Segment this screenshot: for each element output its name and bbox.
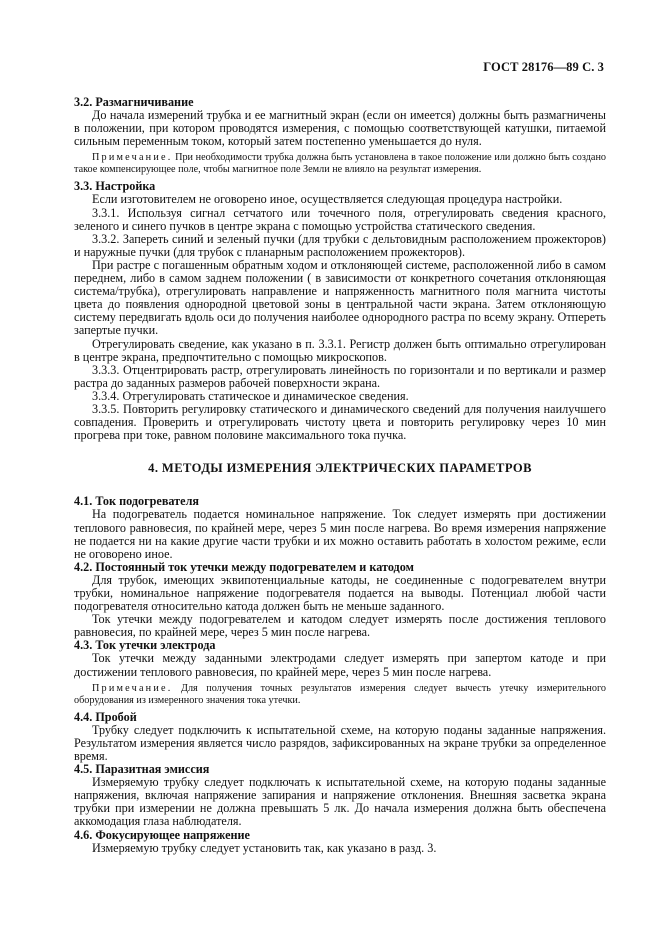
paragraph: Отрегулировать сведение, как указано в п. 3.3.1. Регистр должен быть оптимально отрегулирован в центре экрана, предпочтительно с помощью микроскопов. xyxy=(74,336,606,364)
paragraph: Для трубок, имеющих эквипотенциальные катоды, не соединенные с подогревателем внутри трубки, номинальное напряжение подогревателя подается на выводы. Потенциал любой части подогревателя относительно катода должен быть не меньше заданного. xyxy=(74,572,606,614)
section-heading-4-6: 4.6. Фокусирующее напряжение xyxy=(74,827,250,842)
paragraph: Ток утечки между заданными электродами следует измерять при запертом катоде и при достижении теплового равновесия, по крайней мере, через 5 мин после нагрева. xyxy=(74,651,606,679)
section-heading-3-2: 3.2. Размагничивание xyxy=(74,95,194,109)
note xyxy=(74,152,606,176)
section-heading-4-3: 4.3. Ток утечки электрода xyxy=(74,638,216,653)
paragraph: Измеряемую трубку следует установить так, как указано в разд. 3. xyxy=(92,840,437,855)
paragraph: До начала измерений трубка и ее магнитный экран (если он имеется) должны быть размагничены в положении, при котором проводятся измерения, с помощью соответствующей катушки, питаемой сильным переменным током, который затем постепенно уменьшается до нуля. xyxy=(74,108,606,149)
section-heading-4-4: 4.4. Пробой xyxy=(74,709,137,724)
section-heading-3-3: 3.3. Настройка xyxy=(74,179,156,194)
paragraph: На подогреватель подается номинальное напряжение. Ток следует измерять при достижении теплового равновесия, по крайней мере, через 5 мин после нагрева. Во время измерения напряжение не подается ни на какие другие части трубки и их можно оставить работать в холостом режиме, если не оговорено иное. xyxy=(74,507,606,561)
document-body xyxy=(74,96,606,855)
paragraph-3-3-4: 3.3.4. Отрегулировать статическое и динамическое сведения. xyxy=(92,388,409,403)
paragraph: При растре с погашенным обратным ходом и отклоняющей системе, расположенной либо в самом переднем, либо в самом заднем положении ( в зависимости от конкретного сочетания отклоняющая система/трубка), отрегулировать направление и напряженность магнитного поля магнита чистоты цвета до появления однородной цветовой зоны в центральной части экрана. Затем отклоняющую систему передвигать вдоль оси до получения наиболее однородного растра по всему экрану. Отпереть запертые пучки. xyxy=(74,257,606,338)
paragraph-3-3-2: 3.3.2. Запереть синий и зеленый пучки (для трубки с дельтовидным расположением прожекторов) и наружные пучки (для трубок с планарным расположением прожекторов). xyxy=(74,231,606,259)
paragraph-3-3-1: 3.3.1. Используя сигнал сетчатого или точечного поля, отрегулировать сведения красного, зеленого и синего пучков в центре экрана с помощью устройства статического сведения. xyxy=(74,205,606,233)
section-heading-4-1: 4.1. Ток подогревателя xyxy=(74,494,200,509)
note-label: Примечание. xyxy=(92,152,173,164)
note-label: Примечание. xyxy=(92,682,173,694)
note-text: Для получения точных результатов измерения следует вычесть утечку измерительного оборудования из измеренного значения тока утечки. xyxy=(74,682,606,706)
note-text: При необходимости трубка должна быть установлена в такое положение или должно быть создано такое компенсирующее поле, чтобы магнитное поле Земли не влияло на результат измерения. xyxy=(74,152,606,176)
paragraph: Измеряемую трубку следует подключать к испытательной схеме, на которую поданы заданные напряжения, включая напряжение запирания и напряжение отклонения. Внешняя засветка экрана трубки при измерении не должна превышать 5 лк. До начала измерения должна быть обеспечена аккомодация глаза наблюдателя. xyxy=(74,775,606,829)
paragraph-3-3-5: 3.3.5. Повторить регулировку статического и динамического сведений для получения наилучшего совпадения. Проверить и отрегулировать чистоту цвета и повторить регулировку через 10 мин прогрева при токе, равном половине максимального тока пучка. xyxy=(74,401,606,443)
paragraph: Ток утечки между подогревателем и катодом следует измерять после достижения теплового равновесия, по крайней мере, через 5 мин после нагрева. xyxy=(74,612,606,640)
section-title-4: 4. МЕТОДЫ ИЗМЕРЕНИЯ ЭЛЕКТРИЧЕСКИХ ПАРАМЕТРОВ xyxy=(148,461,532,476)
section-heading-4-2: 4.2. Постоянный ток утечки между подогревателем и катодом xyxy=(74,559,414,574)
paragraph: Трубку следует подключить к испытательной схеме, на которую поданы заданные напряжения. Результатом измерения является число разрядов, зафиксированных на экране трубки за определенное время. xyxy=(74,722,606,763)
section-heading-4-5: 4.5. Паразитная эмиссия xyxy=(74,762,210,777)
running-header: ГОСТ 28176—89 С. 3 xyxy=(483,60,604,74)
paragraph-3-3-3: 3.3.3. Отцентрировать растр, отрегулировать линейность по горизонтали и по вертикали и размер растра до заданных размеров рабочей поверхности экрана. xyxy=(74,362,606,390)
note xyxy=(74,683,606,707)
paragraph: Если изготовителем не оговорено иное, осуществляется следующая процедура настройки. xyxy=(92,192,563,207)
